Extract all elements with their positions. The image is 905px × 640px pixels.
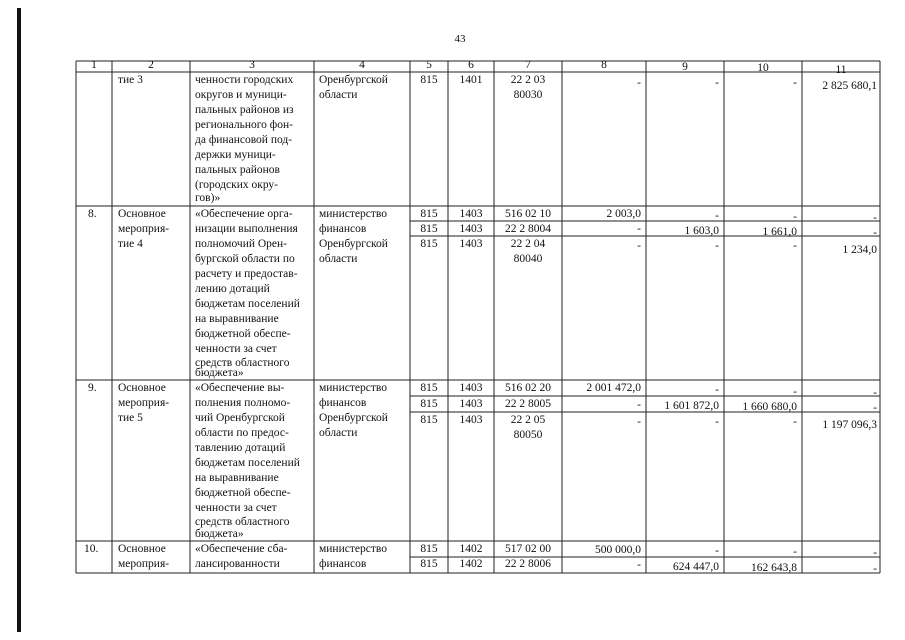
header-col-6: 6: [468, 59, 474, 71]
row9-sub2-c6: 1403: [459, 414, 483, 426]
row9-sub1-c8: -: [637, 399, 641, 411]
row9-col2-line: Основное: [118, 382, 166, 394]
row9-col3-line: на выравнивание: [195, 472, 279, 484]
row8-sub2-c8: -: [637, 240, 641, 252]
cont-c6: 1401: [459, 74, 483, 86]
row9-sub1-c5: 815: [420, 398, 438, 410]
row9-sub2-c9: -: [715, 416, 719, 428]
row9-col3-line: тавлению дотаций: [195, 442, 286, 454]
row8-sub0-c7: 516 02 10: [505, 208, 551, 220]
row9-col4-line: Оренбургской: [319, 412, 388, 424]
row9-sub1-c9: 1 601 872,0: [664, 400, 719, 412]
row8-col4-line: области: [319, 253, 358, 265]
row8-sub2-c7-line: 80040: [513, 253, 543, 265]
row8-col2-line: тие 4: [118, 238, 143, 250]
header-col-10: 10: [757, 62, 769, 74]
row10-sub0-c6: 1402: [459, 543, 483, 555]
row9-sub0-c8: 2 001 472,0: [586, 382, 641, 394]
row9-sub0-c11: -: [873, 387, 877, 399]
cont-col3-line: да финансовой под-: [195, 134, 293, 146]
row8-sub2-c6: 1403: [459, 238, 483, 250]
row9-sub1-c11: -: [873, 402, 877, 414]
row8-col3-line: полномочий Орен-: [195, 238, 288, 250]
row9-sub1-c7: 22 2 8005: [505, 398, 551, 410]
row8-col3-line: на выравнивание: [195, 313, 279, 325]
cont-col3-line: ченности городских: [195, 74, 294, 86]
header-col-7: 7: [525, 59, 531, 71]
row10-sub1-c11: -: [873, 563, 877, 575]
row9-col3-line: чий Оренбургской: [195, 412, 285, 424]
row9-sub2-c7-line: 80050: [513, 429, 543, 441]
row10-col4-line: финансов: [319, 558, 367, 570]
row10-sub0-c8: 500 000,0: [595, 544, 641, 556]
row9-sub2-c7-line: 22 2 05: [510, 414, 546, 426]
cont-col3-line: пальных районов из: [195, 104, 294, 116]
row10-sub1-c6: 1402: [459, 558, 483, 570]
page-number: 43: [454, 33, 466, 45]
cont-c11: 2 825 680,1: [822, 80, 877, 92]
row9-sub1-c6: 1403: [459, 398, 483, 410]
row8-col3-line: расчету и предостав-: [195, 268, 298, 280]
row9-sub2-c11: 1 197 096,3: [822, 419, 877, 431]
row10-sub0-c9: -: [715, 545, 719, 557]
row8-col3-line: бургской области по: [195, 253, 295, 265]
row9-sub2-c5: 815: [420, 414, 438, 426]
row8-sub0-c8: 2 003,0: [606, 208, 641, 220]
cont-c8: -: [637, 77, 641, 89]
row10-col2-line: Основное: [118, 543, 166, 555]
row10-sub0-c7: 517 02 00: [505, 543, 551, 555]
row9-col3-line: средств областного: [195, 516, 290, 528]
row9-number: 9.: [88, 382, 97, 394]
row8-sub2-c5: 815: [420, 238, 438, 250]
row8-col3-line: лению дотаций: [195, 283, 270, 295]
row9-sub2-c10: -: [793, 416, 797, 428]
row8-col3-line: бюджетам поселений: [195, 298, 300, 310]
header-col-8: 8: [601, 59, 607, 71]
cont-c9: -: [715, 77, 719, 89]
row10-sub0-c5: 815: [420, 543, 438, 555]
cont-c10: -: [793, 77, 797, 89]
row8-col3-line: ченности за счет: [195, 343, 277, 355]
row8-sub2-c9: -: [715, 240, 719, 252]
row8-sub1-c7: 22 2 8004: [505, 223, 551, 235]
header-col-3: 3: [249, 59, 255, 71]
row8-number: 8.: [88, 208, 97, 220]
cont-col3-line: регионального фон-: [195, 119, 293, 131]
row9-col3-line: бюджетам поселений: [195, 457, 300, 469]
row8-sub0-c9: -: [715, 210, 719, 222]
row8-sub1-c8: -: [637, 223, 641, 235]
row9-col3-line: ченности за счет: [195, 502, 277, 514]
header-col-9: 9: [682, 61, 688, 73]
cont-c7-line: 22 2 03: [510, 74, 546, 86]
row9-col4-line: области: [319, 427, 358, 439]
row9-col3-line: области по предос-: [195, 427, 289, 439]
row8-col4-line: финансов: [319, 223, 367, 235]
row9-sub0-c7: 516 02 20: [505, 382, 551, 394]
cont-col3-line: округов и муници-: [195, 89, 287, 101]
row8-col3-line: средств областного: [195, 357, 290, 369]
row9-sub1-c10: 1 660 680,0: [742, 401, 797, 413]
row10-sub1-c7: 22 2 8006: [505, 558, 551, 570]
row9-sub0-c5: 815: [420, 382, 438, 394]
row8-sub0-c10: -: [793, 211, 797, 223]
row10-sub1-c10: 162 643,8: [751, 562, 797, 574]
row10-col2-line: мероприя-: [118, 558, 170, 570]
row9-sub0-c6: 1403: [459, 382, 483, 394]
row8-sub1-c10: 1 661,0: [762, 226, 797, 238]
row8-sub1-c6: 1403: [459, 223, 483, 235]
row9-sub2-c8: -: [637, 416, 641, 428]
row8-col2-line: Основное: [118, 208, 166, 220]
row8-sub2-c10: -: [793, 240, 797, 252]
cont-c7-line: 80030: [513, 89, 543, 101]
row8-sub1-c9: 1 603,0: [684, 225, 719, 237]
cont-c5: 815: [420, 74, 438, 86]
row8-sub0-c11: -: [873, 212, 877, 224]
row10-sub0-c11: -: [873, 547, 877, 559]
row8-sub1-c5: 815: [420, 223, 438, 235]
row9-sub0-c10: -: [793, 386, 797, 398]
header-col-11: 11: [835, 64, 847, 76]
cont-col3-line: пальных районов: [195, 164, 280, 176]
row9-col3-line: бюджета»: [195, 528, 244, 540]
row10-col3-line: «Обеспечение сба-: [195, 543, 288, 555]
row9-col3-line: бюджетной обеспе-: [195, 487, 291, 499]
row9-sub0-c9: -: [715, 384, 719, 396]
row8-col3-line: низации выполнения: [195, 223, 298, 235]
row8-col3-line: бюджета»: [195, 367, 244, 379]
row8-col3-line: бюджетной обеспе-: [195, 328, 291, 340]
row8-col4-line: министерство: [319, 208, 387, 220]
cont-col4-line: области: [319, 89, 358, 101]
row10-sub1-c5: 815: [420, 558, 438, 570]
cont-col3-line: держки муници-: [195, 149, 276, 161]
row8-sub0-c5: 815: [420, 208, 438, 220]
row10-sub0-c10: -: [793, 546, 797, 558]
row8-sub2-c11: 1 234,0: [842, 244, 877, 256]
row9-col2-line: тие 5: [118, 412, 143, 424]
row9-col3-line: «Обеспечение вы-: [195, 382, 285, 394]
header-col-2: 2: [148, 59, 154, 71]
row10-col3-line: лансированности: [195, 558, 280, 570]
cont-col3-line: гов)»: [195, 192, 221, 204]
header-col-4: 4: [359, 59, 365, 71]
row8-sub0-c6: 1403: [459, 208, 483, 220]
row10-sub1-c8: -: [637, 559, 641, 571]
row9-col2-line: мероприя-: [118, 397, 170, 409]
cont-col3-line: (городских окру-: [195, 179, 279, 191]
cont-col4-line: Оренбургской: [319, 74, 388, 86]
row8-sub1-c11: -: [873, 227, 877, 239]
row10-number: 10.: [84, 543, 99, 555]
row9-col4-line: министерство: [319, 382, 387, 394]
row9-col4-line: финансов: [319, 397, 367, 409]
row9-col3-line: полнения полномо-: [195, 397, 291, 409]
row8-col2-line: мероприя-: [118, 223, 170, 235]
header-col-5: 5: [426, 59, 432, 71]
row8-sub2-c7-line: 22 2 04: [510, 238, 546, 250]
row10-col4-line: министерство: [319, 543, 387, 555]
row10-sub1-c9: 624 447,0: [673, 561, 719, 573]
cont-col2-line: тие 3: [118, 74, 143, 86]
header-col-1: 1: [91, 59, 97, 71]
row8-col3-line: «Обеспечение орга-: [195, 208, 293, 220]
row8-col4-line: Оренбургской: [319, 238, 388, 250]
